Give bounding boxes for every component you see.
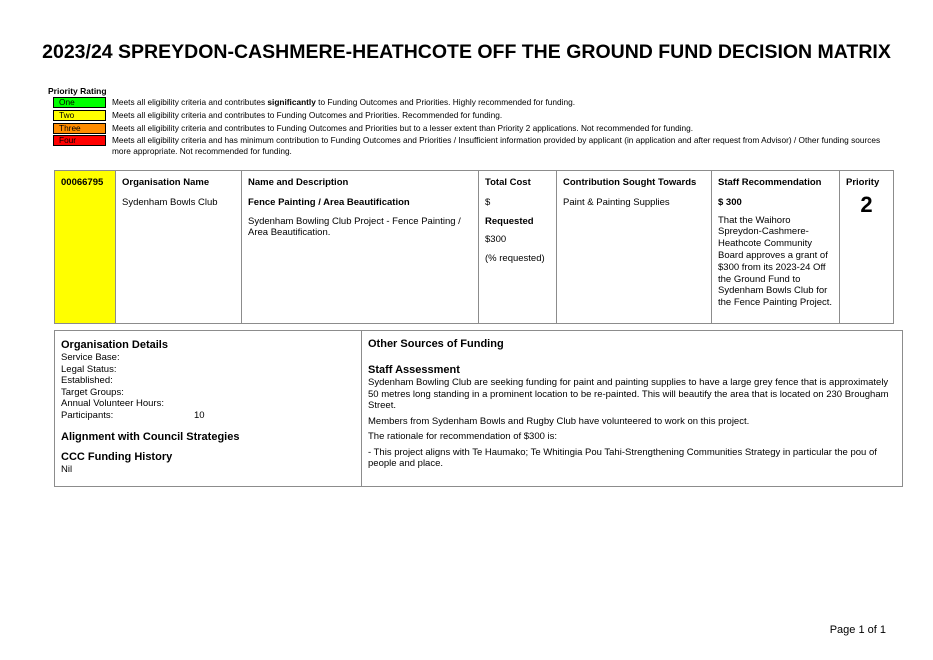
details-panel	[54, 330, 903, 487]
detail-legal-status: Legal Status:	[61, 363, 117, 375]
detail-volunteer-hours: Annual Volunteer Hours:	[61, 398, 164, 409]
legend-swatch-one: One	[53, 97, 106, 108]
staff-recommendation-text: That the Waihoro Spreydon-Cashmere-Heathcote Community Board approves a grant of $300 from its 2023-24 Off the Ground Fund to Sydenham Bowls Club for the Fence Painting Project.	[718, 214, 833, 309]
staff-recommendation-header: Staff Recommendation	[718, 177, 822, 188]
page-title: 2023/24 SPREYDON-CASHMERE-HEATHCOTE OFF THE GROUND FUND DECISION MATRIX	[42, 41, 891, 63]
legend-text-two: Meets all eligibility criteria and contributes to Funding Outcomes and Priorities. Recommended for funding.	[112, 109, 503, 120]
legend-row-three	[53, 123, 883, 134]
organisation-details-heading: Organisation Details	[61, 339, 168, 351]
priority-legend	[53, 97, 883, 159]
requested-label: Requested	[485, 215, 534, 227]
application-id: 00066795	[55, 171, 116, 324]
funding-history-value: Nil	[61, 464, 73, 475]
priority-rating-heading: Priority Rating	[48, 86, 107, 96]
legend-swatch-three: Three	[53, 123, 106, 134]
total-cost-header: Total Cost	[485, 177, 531, 188]
detail-participants: Participants: 10	[61, 409, 205, 421]
name-description-header: Name and Description	[248, 177, 349, 188]
assessment-paragraph: - This project aligns with Te Haumako; Te Whitingia Pou Tahi-Strengthening Communities Strategy in particular the pou of people and place.	[368, 446, 877, 469]
contribution-cell	[557, 171, 712, 324]
organisation-name: Sydenham Bowls Club	[122, 196, 218, 208]
legend-swatch-two: Two	[53, 110, 106, 121]
assessment-panel	[362, 331, 902, 486]
other-sources-heading: Other Sources of Funding	[368, 338, 504, 350]
contribution-header: Contribution Sought Towards	[563, 177, 697, 188]
legend-row-four	[53, 135, 883, 157]
project-name: Fence Painting / Area Beautification	[248, 196, 410, 208]
assessment-paragraph: The rationale for recommendation of $300 is:	[368, 431, 558, 442]
legend-swatch-four: Four	[53, 135, 106, 146]
assessment-paragraph: Sydenham Bowling Club are seeking funding for paint and painting supplies to have a large grey fence that is approximately 50 metres long standing in a prominent location to be re-painted. This will beautify the area that is located on 230 Brougham Street.	[368, 377, 889, 411]
total-cost-cell	[479, 171, 557, 324]
contribution-value: Paint & Painting Supplies	[563, 196, 670, 208]
priority-value: 2	[860, 191, 873, 217]
project-description: Sydenham Bowling Club Project - Fence Painting / Area Beautification.	[248, 215, 461, 239]
requested-value: $300	[485, 234, 507, 246]
organisation-details	[55, 331, 362, 486]
organisation-cell	[116, 171, 242, 324]
legend-row-two	[53, 110, 883, 121]
detail-target-groups: Target Groups:	[61, 386, 124, 398]
detail-established: Established:	[61, 375, 113, 386]
page-number: Page 1 of 1	[829, 624, 886, 636]
requested-percent: (% requested)	[485, 253, 545, 265]
alignment-heading: Alignment with Council Strategies	[61, 431, 240, 443]
detail-service-base: Service Base:	[61, 352, 120, 363]
priority-cell	[840, 171, 894, 324]
staff-recommendation-amount: $ 300	[718, 196, 742, 208]
legend-text-three: Meets all eligibility criteria and contributes to Funding Outcomes and Priorities but to a lesser extent than Priority 2 applications. Not recommended for funding.	[112, 122, 694, 133]
application-row	[55, 171, 894, 324]
name-description-cell	[242, 171, 479, 324]
priority-header: Priority	[846, 177, 880, 188]
funding-history-heading: CCC Funding History	[61, 451, 173, 463]
legend-text-one: Meets all eligibility criteria and contributes significantly to Funding Outcomes and Priorities. Highly recommended for funding.	[112, 97, 576, 107]
total-cost-value: $	[485, 196, 491, 208]
assessment-paragraph: Members from Sydenham Bowls and Rugby Club have volunteered to work on this project.	[368, 415, 750, 427]
organisation-header: Organisation Name	[122, 177, 210, 188]
application-table	[54, 170, 894, 324]
legend-text-four: Meets all eligibility criteria and has minimum contribution to Funding Outcomes and Priorities / Insufficient information provided by applicant (in application and after request from Advisor) / Other funding sources more appropriate. Not recommended for funding.	[112, 135, 881, 157]
legend-row-one	[53, 97, 883, 108]
staff-assessment-heading: Staff Assessment	[368, 364, 460, 376]
staff-recommendation-cell	[712, 171, 840, 324]
